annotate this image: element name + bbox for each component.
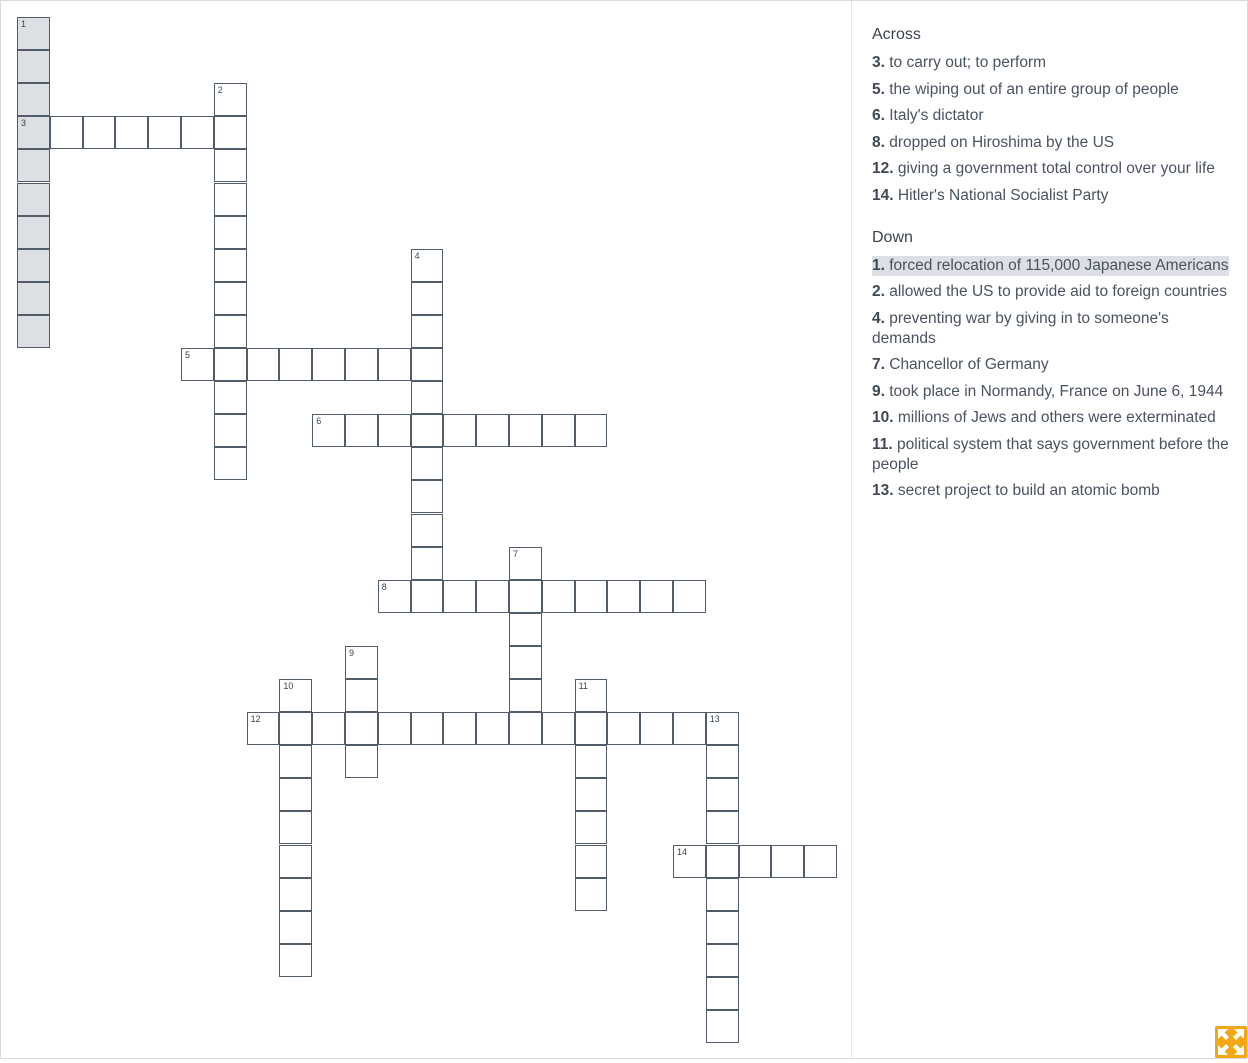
- clue-text: secret project to build an atomic bomb: [893, 482, 1160, 499]
- grid-cell[interactable]: [181, 348, 214, 381]
- grid-cell[interactable]: [279, 878, 312, 911]
- grid-cell[interactable]: [83, 116, 116, 149]
- grid-cell[interactable]: [706, 745, 739, 778]
- cell-number: 3: [21, 118, 27, 129]
- grid-cell[interactable]: [771, 845, 804, 878]
- grid-cell[interactable]: [411, 580, 444, 613]
- grid-cell[interactable]: [411, 447, 444, 480]
- grid-cell[interactable]: [279, 778, 312, 811]
- grid-cell[interactable]: [542, 712, 575, 745]
- grid-cell[interactable]: [443, 414, 476, 447]
- clue-text: forced relocation of 115,000 Japanese Americans: [884, 256, 1229, 274]
- clue-text: the wiping out of an entire group of people: [884, 80, 1179, 98]
- grid-cell[interactable]: [706, 878, 739, 911]
- grid-cell[interactable]: [247, 712, 280, 745]
- grid-cell[interactable]: [247, 348, 280, 381]
- grid-cell[interactable]: [575, 778, 608, 811]
- grid-cell[interactable]: [214, 414, 247, 447]
- clue-number: 8.: [872, 133, 885, 151]
- grid-cell[interactable]: [509, 580, 542, 613]
- clue-number: 11.: [872, 435, 893, 453]
- grid-cell[interactable]: [345, 348, 378, 381]
- grid-cell[interactable]: [17, 83, 50, 116]
- clues-panel: [872, 25, 1229, 508]
- grid-cell[interactable]: [411, 249, 444, 282]
- cell-number: 14: [677, 846, 688, 857]
- grid-cell[interactable]: [411, 514, 444, 547]
- grid-cell[interactable]: [476, 580, 509, 613]
- cell-number: 12: [250, 714, 261, 725]
- grid-cell[interactable]: [181, 116, 214, 149]
- grid-cell[interactable]: [214, 183, 247, 216]
- grid-cell[interactable]: [411, 381, 444, 414]
- grid-cell[interactable]: [509, 712, 542, 745]
- cell-number: 1: [21, 19, 27, 29]
- grid-cell[interactable]: [345, 414, 378, 447]
- grid-cell[interactable]: [575, 745, 608, 778]
- grid-cell[interactable]: [411, 480, 444, 513]
- down-clue[interactable]: [872, 382, 1229, 402]
- grid-cell[interactable]: [706, 977, 739, 1010]
- grid-cell[interactable]: [214, 348, 247, 381]
- cell-number: 5: [185, 350, 191, 360]
- grid-cell[interactable]: [148, 116, 181, 149]
- cell-number: 10: [283, 681, 294, 691]
- grid-cell[interactable]: [542, 414, 575, 447]
- grid-cell[interactable]: [17, 149, 50, 182]
- clue-number: 2.: [872, 283, 885, 300]
- clue-text: took place in Normandy, France on June 6, 1944: [884, 382, 1224, 400]
- cell-number: 6: [316, 416, 322, 427]
- clue-text: Hitler's National Socialist Party: [893, 186, 1109, 204]
- grid-cell[interactable]: [214, 149, 247, 182]
- clue-number: 10.: [872, 409, 894, 426]
- grid-cell[interactable]: [279, 348, 312, 381]
- grid-cell[interactable]: [279, 811, 312, 844]
- grid-cell[interactable]: [509, 646, 542, 679]
- clue-text: giving a government total control over your life: [893, 160, 1215, 177]
- grid-cell[interactable]: [411, 282, 444, 315]
- grid-cell[interactable]: [804, 845, 837, 878]
- down-clue[interactable]: [872, 408, 1229, 428]
- down-clue[interactable]: [872, 435, 1229, 475]
- grid-cell[interactable]: [17, 249, 50, 282]
- grid-cell[interactable]: [575, 712, 608, 745]
- clue-number: 7.: [872, 356, 885, 373]
- grid-cell[interactable]: [509, 613, 542, 646]
- cell-number: 13: [709, 714, 720, 725]
- grid-cell[interactable]: [214, 447, 247, 480]
- grid-cell[interactable]: [279, 911, 312, 944]
- grid-cell[interactable]: [575, 679, 608, 712]
- grid-cell[interactable]: [214, 249, 247, 282]
- across-clue-list: [872, 53, 1229, 206]
- clue-number: 4.: [872, 309, 885, 327]
- grid-cell[interactable]: [640, 580, 673, 613]
- grid-cell[interactable]: [279, 712, 312, 745]
- down-clue[interactable]: [872, 355, 1229, 375]
- fullscreen-button[interactable]: [1215, 1026, 1247, 1058]
- grid-cell[interactable]: [214, 116, 247, 149]
- grid-cell[interactable]: [607, 580, 640, 613]
- grid-cell[interactable]: [345, 646, 378, 679]
- cell-number: 11: [578, 681, 588, 691]
- clue-number: 5.: [872, 80, 885, 98]
- grid-cell[interactable]: [378, 414, 411, 447]
- grid-cell[interactable]: [476, 712, 509, 745]
- grid-cell[interactable]: [640, 712, 673, 745]
- down-clue-list: [872, 256, 1229, 502]
- crossword-grid: [1, 1, 851, 1058]
- grid-cell[interactable]: [575, 811, 608, 844]
- clue-number: 9.: [872, 382, 885, 400]
- clue-number: 6.: [872, 107, 885, 124]
- grid-cell[interactable]: [378, 348, 411, 381]
- grid-cell[interactable]: [706, 944, 739, 977]
- clue-text: to carry out; to perform: [884, 54, 1047, 71]
- panel-divider: [851, 1, 852, 1058]
- clue-number: 12.: [872, 160, 894, 177]
- grid-cell[interactable]: [17, 50, 50, 83]
- cell-number: 2: [217, 85, 223, 96]
- clue-text: Italy's dictator: [884, 107, 984, 124]
- grid-cell[interactable]: [312, 712, 345, 745]
- clue-number: 1.: [872, 256, 885, 274]
- grid-cell[interactable]: [378, 712, 411, 745]
- clue-text: dropped on Hiroshima by the US: [884, 133, 1115, 151]
- grid-cell[interactable]: [17, 116, 50, 149]
- grid-cell[interactable]: [607, 712, 640, 745]
- grid-cell[interactable]: [411, 315, 444, 348]
- grid-cell[interactable]: [411, 547, 444, 580]
- grid-cell[interactable]: [214, 216, 247, 249]
- grid-cell[interactable]: [312, 348, 345, 381]
- grid-cell[interactable]: [17, 282, 50, 315]
- grid-cell[interactable]: [706, 911, 739, 944]
- grid-cell[interactable]: [214, 315, 247, 348]
- grid-cell[interactable]: [443, 712, 476, 745]
- clue-text: Chancellor of Germany: [884, 356, 1049, 373]
- grid-cell[interactable]: [411, 414, 444, 447]
- grid-cell[interactable]: [214, 83, 247, 116]
- cell-number: 9: [349, 647, 355, 658]
- grid-cell[interactable]: [411, 348, 444, 381]
- grid-cell[interactable]: [575, 878, 608, 911]
- cell-number: 8: [381, 581, 387, 592]
- down-clue[interactable]: [872, 481, 1229, 501]
- across-clue[interactable]: [872, 133, 1229, 153]
- grid-cell[interactable]: [443, 580, 476, 613]
- grid-cell[interactable]: [411, 712, 444, 745]
- grid-cell[interactable]: [17, 17, 50, 50]
- grid-cell[interactable]: [17, 216, 50, 249]
- grid-cell[interactable]: [378, 580, 411, 613]
- expand-arrows-icon: [1215, 1026, 1247, 1058]
- across-clue[interactable]: [872, 53, 1229, 73]
- grid-cell[interactable]: [214, 381, 247, 414]
- grid-cell[interactable]: [575, 414, 608, 447]
- clue-text: allowed the US to provide aid to foreign countries: [884, 283, 1227, 300]
- grid-cell[interactable]: [476, 414, 509, 447]
- grid-cell[interactable]: [706, 811, 739, 844]
- grid-cell[interactable]: [345, 679, 378, 712]
- grid-cell[interactable]: [115, 116, 148, 149]
- grid-cell[interactable]: [279, 679, 312, 712]
- across-clue[interactable]: [872, 186, 1229, 206]
- cell-number: 4: [414, 250, 420, 261]
- cell-number: 7: [513, 548, 519, 559]
- down-clue[interactable]: [872, 309, 1229, 349]
- grid-cell[interactable]: [673, 712, 706, 745]
- grid-cell[interactable]: [509, 547, 542, 580]
- across-clue[interactable]: [872, 80, 1229, 100]
- clue-text: preventing war by giving in to someone's demands: [872, 309, 1169, 347]
- clue-number: 13.: [872, 482, 894, 499]
- grid-cell[interactable]: [312, 414, 345, 447]
- grid-cell[interactable]: [673, 845, 706, 878]
- grid-cell[interactable]: [706, 845, 739, 878]
- grid-cell[interactable]: [575, 845, 608, 878]
- grid-cell[interactable]: [279, 845, 312, 878]
- grid-cell[interactable]: [509, 679, 542, 712]
- grid-cell[interactable]: [706, 1010, 739, 1043]
- grid-cell[interactable]: [345, 745, 378, 778]
- grid-cell[interactable]: [706, 778, 739, 811]
- across-heading: Across: [872, 26, 921, 43]
- clue-number: 14.: [872, 186, 894, 204]
- across-clue[interactable]: [872, 159, 1229, 179]
- grid-cell[interactable]: [706, 712, 739, 745]
- grid-cell[interactable]: [739, 845, 772, 878]
- grid-cell[interactable]: [279, 745, 312, 778]
- grid-cell[interactable]: [542, 580, 575, 613]
- clue-number: 3.: [872, 54, 885, 71]
- grid-cell[interactable]: [214, 282, 247, 315]
- grid-cell[interactable]: [575, 580, 608, 613]
- down-clue[interactable]: [872, 282, 1229, 302]
- grid-cell[interactable]: [17, 183, 50, 216]
- across-clue[interactable]: [872, 106, 1229, 126]
- down-heading: Down: [872, 228, 913, 246]
- grid-cell[interactable]: [345, 712, 378, 745]
- clue-text: political system that says government before the people: [872, 435, 1229, 473]
- clue-text: millions of Jews and others were exterminated: [893, 409, 1216, 426]
- grid-cell[interactable]: [50, 116, 83, 149]
- grid-cell[interactable]: [673, 580, 706, 613]
- grid-cell[interactable]: [509, 414, 542, 447]
- grid-cell[interactable]: [279, 944, 312, 977]
- grid-cell[interactable]: [17, 315, 50, 348]
- down-clue[interactable]: [872, 256, 1229, 276]
